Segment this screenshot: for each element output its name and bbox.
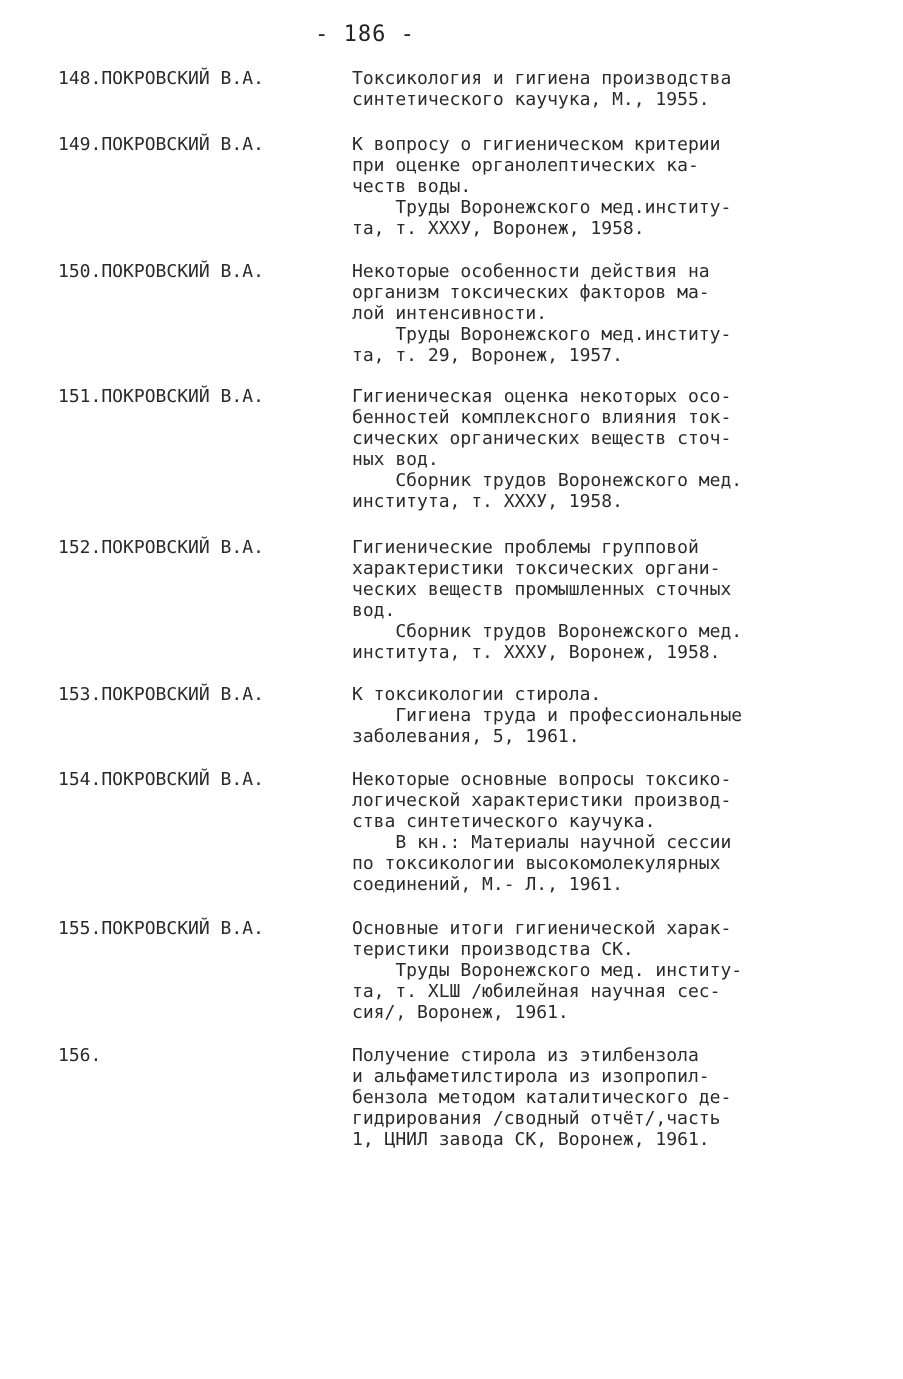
entry-line: при оценке органолептических ка- [352,155,699,176]
entry-line: Некоторые основные вопросы токсико- [352,769,732,790]
page-number: - 186 - [315,22,415,47]
entry-line: Труды Воронежского мед.институ- [352,324,732,345]
entry-line: характеристики токсических органи- [352,558,721,579]
entry-line: логической характеристики производ- [352,790,732,811]
entry-line: честв воды. [352,176,472,197]
entry-text [352,684,852,747]
entry-text [352,769,852,895]
entry-author: 153.ПОКРОВСКИЙ В.А. [58,684,264,705]
entry-text [352,134,852,239]
entry-author: 155.ПОКРОВСКИЙ В.А. [58,918,264,939]
entry-line: ческих веществ промышленных сточных [352,579,732,600]
entry-line: Труды Воронежского мед.институ- [352,197,732,218]
entry-line: лой интенсивности. [352,303,548,324]
entry-line: Гигиеническая оценка некоторых осо- [352,386,732,407]
entry-line: организм токсических факторов ма- [352,282,710,303]
entry-line: соединений, М.- Л., 1961. [352,874,623,895]
entry-line: Токсикология и гигиена производства [352,68,732,89]
entry-line: Получение стирола из этилбензола [352,1045,699,1066]
entry-line: та, т. XXXУ, Воронеж, 1958. [352,218,645,239]
entry-line: К токсикологии стирола. [352,684,602,705]
entry-author: 149.ПОКРОВСКИЙ В.А. [58,134,264,155]
entry-line: заболевания, 5, 1961. [352,726,580,747]
entry-line: 1, ЦНИЛ завода СК, Воронеж, 1961. [352,1129,710,1150]
entry-line: Сборник трудов Воронежского мед. [352,621,743,642]
entry-line: по токсикологии высокомолекулярных [352,853,721,874]
entry-author: 152.ПОКРОВСКИЙ В.А. [58,537,264,558]
entry-line: Гигиена труда и профессиональные [352,705,743,726]
entry-line: института, т. XXXУ, 1958. [352,491,623,512]
entry-line: вод. [352,600,396,621]
entry-line: сия/, Воронеж, 1961. [352,1002,569,1023]
entry-author: 151.ПОКРОВСКИЙ В.А. [58,386,264,407]
entry-author: 148.ПОКРОВСКИЙ В.А. [58,68,264,89]
entry-line: ных вод. [352,449,439,470]
entry-line: бенностей комплексного влияния ток- [352,407,732,428]
entry-line: та, т. 29, Воронеж, 1957. [352,345,623,366]
entry-line: Труды Воронежского мед. институ- [352,960,743,981]
entry-line: бензола методом каталитического де- [352,1087,732,1108]
entry-text [352,1045,852,1150]
entry-author: 150.ПОКРОВСКИЙ В.А. [58,261,264,282]
entry-text [352,537,852,663]
entry-line: Сборник трудов Воронежского мед. [352,470,743,491]
entry-line: Гигиенические проблемы групповой [352,537,699,558]
entry-line: сических органических веществ сточ- [352,428,732,449]
entry-line: К вопросу о гигиеническом критерии [352,134,721,155]
entry-line: и альфаметилстирола из изопропил- [352,1066,710,1087]
entry-text [352,68,852,110]
entry-text [352,386,852,512]
entry-text [352,918,852,1023]
entry-line: Основные итоги гигиенической харак- [352,918,732,939]
entry-line: В кн.: Материалы научной сессии [352,832,732,853]
entry-line: синтетического каучука, М., 1955. [352,89,710,110]
entry-line: теристики производства СК. [352,939,634,960]
entry-line: института, т. XXXУ, Воронеж, 1958. [352,642,721,663]
entry-line: та, т. XLШ /юбилейная научная сес- [352,981,721,1002]
entry-text [352,261,852,366]
entry-line: гидрирования /сводный отчёт/,часть [352,1108,721,1129]
entry-line: Некоторые особенности действия на [352,261,710,282]
entry-author: 156. [58,1045,102,1066]
entry-author: 154.ПОКРОВСКИЙ В.А. [58,769,264,790]
entry-line: ства синтетического каучука. [352,811,656,832]
